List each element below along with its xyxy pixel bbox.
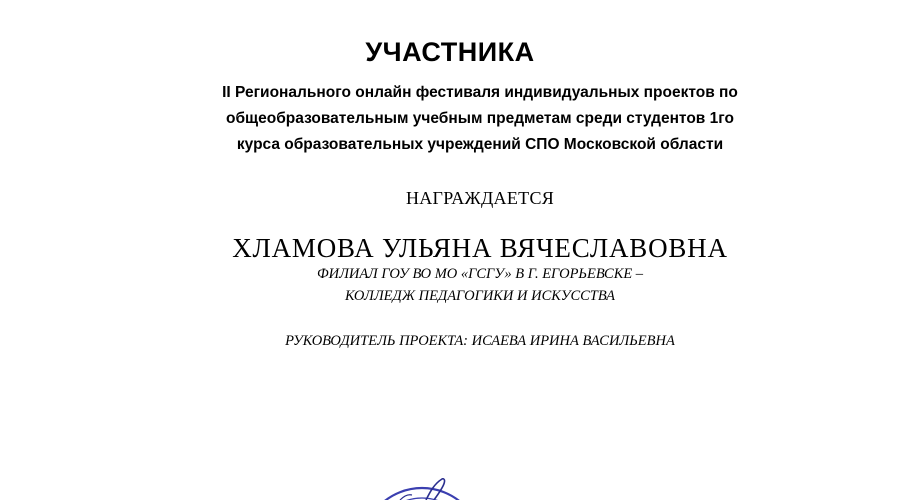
recipient-name: ХЛАМОВА УЛЬЯНА ВЯЧЕСЛАВОВНА — [232, 233, 728, 263]
festival-line: курса образовательных учреждений СПО Московской области — [236, 136, 724, 153]
institution-line: КОЛЛЕДЖ ПЕДАГОГИКИ И ИСКУССТВА — [344, 288, 616, 304]
recipient-institution — [0, 263, 900, 307]
certificate-heading: УЧАСТНИКА — [365, 37, 535, 67]
awarded-label: НАГРАЖДАЕТСЯ — [405, 188, 555, 208]
festival-description — [0, 80, 900, 158]
institution-line: ФИЛИАЛ ГОУ ВО МО «ГСГУ» В Г. ЕГОРЬЕВСКЕ – — [316, 266, 644, 282]
stamp-and-signature — [360, 478, 510, 500]
stamp-signature-graphic — [360, 478, 510, 500]
festival-line: общеобразовательным учебным предметам среди студентов 1го — [226, 110, 734, 127]
project-supervisor: РУКОВОДИТЕЛЬ ПРОЕКТА: ИСАЕВА ИРИНА ВАСИЛЬЕВНА — [285, 333, 675, 349]
festival-line: II Регионального онлайн фестиваля индивидуальных проектов по — [222, 84, 738, 101]
